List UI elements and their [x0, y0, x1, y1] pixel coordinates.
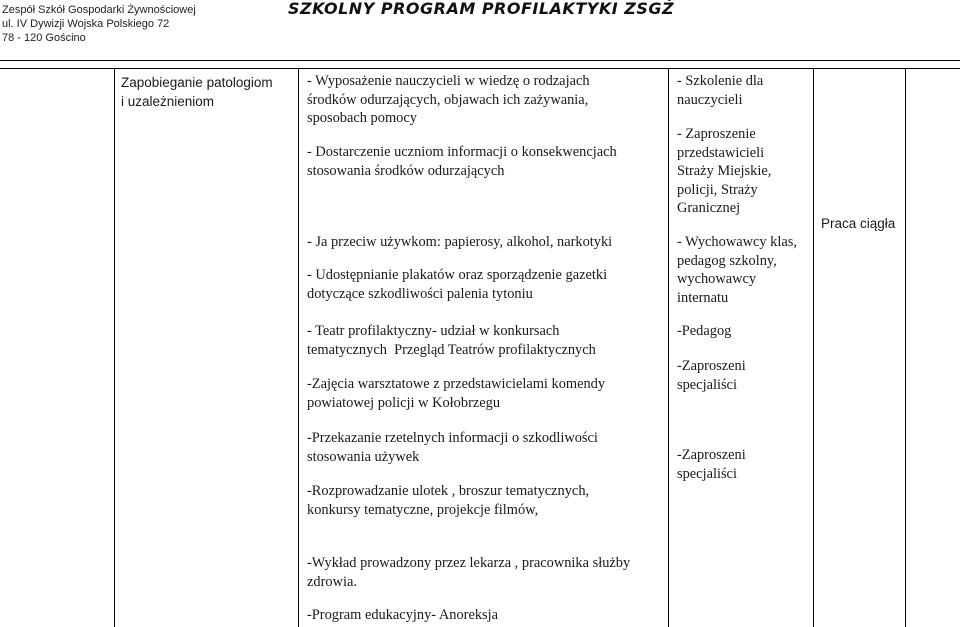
task-item: -Rozprowadzanie ulotek , broszur tematycznych, konkursy tematyczne, projekcje filmów, [307, 483, 590, 518]
responsible-item: -Zaproszeni specjaliści [677, 447, 746, 482]
school-header [2, 3, 196, 45]
column-divider-5 [905, 68, 906, 627]
task-item: - Dostarczenie uczniom informacji o konsekwencjach stosowania środków odurzających [307, 144, 617, 179]
school-address-line2: 78 - 120 Gościno [2, 32, 86, 44]
cell-area: Zapobieganie patologiom i uzależnieniom [121, 75, 273, 109]
school-name: Zespół Szkół Gospodarki Żywnościowej [2, 4, 196, 16]
column-divider-3 [668, 68, 669, 627]
school-address-line1: ul. IV Dywizji Wojska Polskiego 72 [2, 18, 170, 30]
column-divider-4 [813, 68, 814, 627]
column-divider-2 [298, 68, 299, 627]
task-item: - Ja przeciw używkom: papierosy, alkohol, narkotyki [307, 234, 613, 250]
task-item: - Udostępnianie plakatów oraz sporządzenie gazetki dotyczące szkodliwości palenia tytoniu [307, 267, 608, 302]
column-divider-1 [114, 68, 115, 627]
task-item: -Program edukacyjny- Anoreksja [307, 607, 499, 623]
responsible-item: - Zaproszenie przedstawicieli Straży Miejskie, policji, Straży Granicznej [677, 126, 772, 216]
program-table [0, 68, 960, 627]
task-item: -Wykład prowadzony przez lekarza , pracownika służby zdrowia. [307, 555, 631, 590]
task-item: -Przekazanie rzetelnych informacji o szkodliwości stosowania używek [307, 430, 598, 465]
task-item: - Wyposażenie nauczycieli w wiedzę o rodzajach środków odurzających, objawach ich zażywania, sposobach pomocy [307, 73, 590, 126]
responsible-item: - Szkolenie dla nauczycieli [677, 73, 764, 108]
responsible-item: - Wychowawcy klas, pedagog szkolny, wychowawcy internatu [677, 234, 797, 306]
responsible-item: -Zaproszeni specjaliści [677, 358, 746, 393]
program-title: SZKOLNY PROGRAM PROFILAKTYKI ZSGŻ [288, 0, 675, 18]
task-item: - Teatr profilaktyczny- udział w konkursach tematycznych Przegląd Teatrów profilaktycznych [307, 323, 596, 358]
cell-deadline: Praca ciągła [821, 216, 896, 231]
responsible-item: -Pedagog [677, 323, 732, 339]
header-divider [0, 60, 960, 61]
table-top-border [0, 68, 960, 69]
task-item: -Zajęcia warsztatowe z przedstawicielami komendy powiatowej policji w Kołobrzegu [307, 376, 606, 411]
